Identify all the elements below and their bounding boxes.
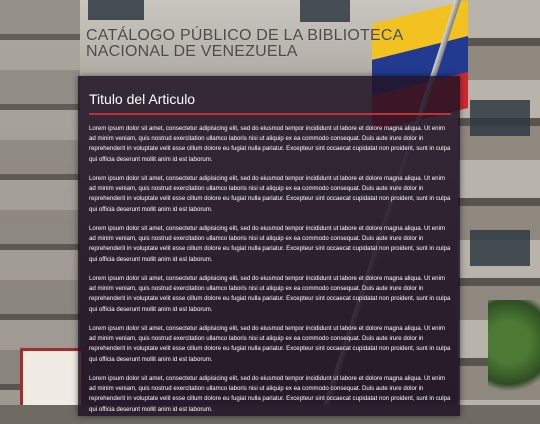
building-window: [300, 0, 350, 22]
article-panel: [78, 76, 460, 416]
site-title[interactable]: CATÁLOGO PÚBLICO DE LA BIBLIOTECA NACIONAL DE VENEZUELA: [86, 27, 403, 60]
article-paragraph: Lorem ipsum dolor sit amet, consectetur adipisicing elit, sed do eiusmod tempor incididunt ut labore et dolore magna aliqua. Ut enim ad minim veniam, quis nostrud exercitation ullamco laboris nisi ut aliquip ex ea commodo consequat. Duis aute irure dolor in reprehenderit in voluptate velit esse cillum dolore eu fugiat nulla pariatur. Excepteur sint occaecat cupidatat non proident, sunt in culpa qui officia deserunt mollit anim id est laborum.: [89, 225, 451, 263]
building-window: [470, 100, 530, 136]
building-facade-left: [0, 0, 80, 405]
article-title: Titulo del Articulo: [89, 91, 196, 107]
building-window: [88, 0, 144, 20]
poster-image: [20, 348, 84, 405]
building-window: [470, 230, 530, 266]
article-paragraph: Lorem ipsum dolor sit amet, consectetur adipisicing elit, sed do eiusmod tempor incididunt ut labore et dolore magna aliqua. Ut enim ad minim veniam, quis nostrud exercitation ullamco laboris nisi ut aliquip ex ea commodo consequat. Duis aute irure dolor in reprehenderit in voluptate velit esse cillum dolore eu fugiat nulla pariatur. Excepteur sint occaecat cupidatat non proident, sunt in culpa qui officia deserunt mollit anim id est laborum.: [89, 375, 451, 413]
article-body: [89, 124, 451, 424]
plant-image: [488, 300, 540, 405]
article-paragraph: Lorem ipsum dolor sit amet, consectetur adipisicing elit, sed do eiusmod tempor incididunt ut labore et dolore magna aliqua. Ut enim ad minim veniam, quis nostrud exercitation ullamco laboris nisi ut aliquip ex ea commodo consequat. Duis aute irure dolor in reprehenderit in voluptate velit esse cillum dolore eu fugiat nulla pariatur. Excepteur sint occaecat cupidatat non proident, sunt in culpa qui officia deserunt mollit anim id est laborum.: [89, 275, 451, 313]
article-paragraph: Lorem ipsum dolor sit amet, consectetur adipisicing elit, sed do eiusmod tempor incididunt ut labore et dolore magna aliqua. Ut enim ad minim veniam, quis nostrud exercitation ullamco laboris nisi ut aliquip ex ea commodo consequat. Duis aute irure dolor in reprehenderit in voluptate velit esse cillum dolore eu fugiat nulla pariatur. Excepteur sint occaecat cupidatat non proident, sunt in culpa qui officia deserunt mollit anim id est laborum.: [89, 325, 451, 363]
title-divider: [89, 113, 451, 115]
article-paragraph: Lorem ipsum dolor sit amet, consectetur adipisicing elit, sed do eiusmod tempor incididunt ut labore et dolore magna aliqua. Ut enim ad minim veniam, quis nostrud exercitation ullamco laboris nisi ut aliquip ex ea commodo consequat. Duis aute irure dolor in reprehenderit in voluptate velit esse cillum dolore eu fugiat nulla pariatur. Excepteur sint occaecat cupidatat non proident, sunt in culpa qui officia deserunt mollit anim id est laborum.: [89, 125, 451, 163]
article-paragraph: Lorem ipsum dolor sit amet, consectetur adipisicing elit, sed do eiusmod tempor incididunt ut labore et dolore magna aliqua. Ut enim ad minim veniam, quis nostrud exercitation ullamco laboris nisi ut aliquip ex ea commodo consequat. Duis aute irure dolor in reprehenderit in voluptate velit esse cillum dolore eu fugiat nulla pariatur. Excepteur sint occaecat cupidatat non proident, sunt in culpa qui officia deserunt mollit anim id est laborum.: [89, 175, 451, 213]
